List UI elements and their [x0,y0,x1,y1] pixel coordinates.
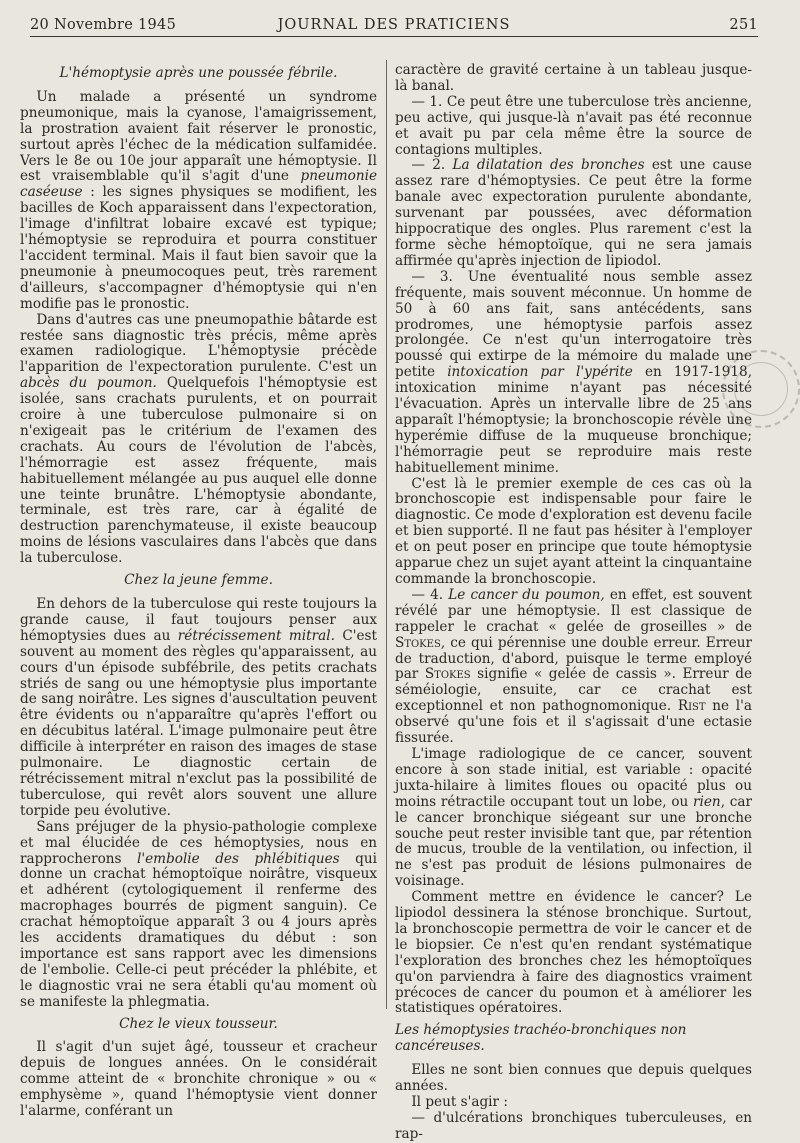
paragraph: — 3. Une éventualité nous semble assez fréquente, mais souvent méconnue. Un homme de 50 à 60 ans fait, sans antécédents, sans prodromes, une hémoptysie parfois assez prolongée. Ce n'est qu'un interrogatoire très poussé qui extirpe de la mémoire du malade une petite intoxication par l'ypérite en 1917-1918, intoxication minime n'ayant pas nécessité l'évacuation. Après un intervalle libre de 25 ans apparaît l'hémoptysie; la bronchoscopie révèle une hyperémie diffuse de la muqueuse bronchique; l'hémorragie peut se reproduire mais reste habituellement minime. [395,268,753,476]
paragraph: Un malade a présenté un syndrome pneumonique, mais la cyanose, l'amaigrissement, la prostration avaient fait réserver le pronostic, surtout après l'échec de la médication sulfamidée. Vers le 8e ou 10e jour apparaît une hémoptysie. Il est vraisemblable qu'il s'agit d'une pneumonie caséeuse : les signes physiques se modifient, les bacilles de Koch apparaissent dans l'expectoration, l'image d'infiltrat lobaire excavé est typique; l'hémoptysie se reproduira et pourra constituer l'accident terminal. Mais il faut bien savoir que la pneumonie à pneumocoques peut, très rarement d'ailleurs, s'accompagner d'hémoptysie qui n'en modifie pas le pronostic. [20,88,377,312]
paragraph: caractère de gravité certaine à un tableau jusque-là banal. [395,62,752,94]
column-divider [386,60,387,1009]
section-title-old-cougher: Chez le vieux tousseur. [119,1015,278,1032]
paragraph: L'image radiologique de ce cancer, souvent encore à son stade initial, est variable : opacité juxta-hilaire à limites floues ou opacité plus ou moins rétractile occupant tout un lobe, ou rien, car le cancer bronchique siégeant sur une bronche souche peut rester invisible tant que, par rétention de mucus, trouble de la ventilation, ou infection, il ne s'est pas produit de lésions pulmonaires de voisinage. [395,745,752,890]
page-header [30,14,758,37]
journal-title: JOURNAL DES PRATICIENS [277,17,511,33]
section-title-fever: L'hémoptysie après une poussée fébrile. [59,65,338,81]
paragraph: C'est là le premier exemple de ces cas où la bronchoscopie est indispensable pour faire le diagnostic. Ce mode d'exploration est devenu facile et bien supporté. Il ne faut pas hésiter à l'employer et on peut poser en principe que toute hémoptysie apparue chez un sujet ayant atteint la cinquantaine commande la bronchoscopie. [395,475,752,587]
section-title-non-cancerous: Les hémoptysies trachéo-bronchiques non cancéreuses. [395,1022,687,1055]
library-stamp [722,350,800,428]
issue-date: 20 Novembre 1945 [30,17,177,33]
paragraph: Il peut s'agir : [411,1094,508,1110]
paragraph: — 1. Ce peut être une tuberculose très ancienne, peu active, qui jusque-là n'avait pas été reconnue et avait pu par cela même être la source de contagions multiples. [395,93,752,158]
paragraph: — d'ulcérations bronchiques tuberculeuses, en rap- [395,1109,752,1142]
left-column [20,60,377,1120]
paragraph: Sans préjuger de la physio-pathologie complexe et mal élucidée de ces hémoptysies, nous en rapprocherons l'embolie des phlébitiques qui donne un crachat hémoptoïque noirâtre, visqueux et adhérent (cytologiquement il renferme des macrophages bourrés de pigment sanguin). Ce crachat hémoptoïque apparaît 3 ou 4 jours après les accidents dramatiques du début : son importance est sans rapport avec les dimensions de l'embolie. Celle-ci peut précéder la phlébite, et le diagnostic vrai ne sera établi qu'au moment où se manifeste la phlegmatia. [20,818,377,1010]
paragraph: Dans d'autres cas une pneumopathie bâtarde est restée sans diagnostic très précis, même après examen radiologique. L'hémoptysie précède l'apparition de l'expectoration purulente. C'est un abcès du poumon. Quelquefois l'hémoptysie est isolée, sans crachats purulents, et on pourrait croire à une tuberculose pulmonaire si on n'exigeait pas le critérium de l'examen des crachats. Au cours de l'évolution de l'abcès, l'hémorragie est assez fréquente, mais habituellement mélangée au pus auquel elle donne une teinte brunâtre. L'hémoptysie abondante, terminale, est très rare, car à égalité de destruction parenchymateuse, il existe beaucoup moins de lésions vasculaires dans l'abcès que dans la tuberculose. [20,311,377,567]
paragraph: — 4. Le cancer du poumon, en effet, est souvent révélé par une hémoptysie. Il est classique de rappeler le crachat « gelée de groseilles » de Stokes, ce qui pérennise une double erreur. Erreur de traduction, d'abord, puisque le terme employé par Stokes signifie « gelée de cassis ». Erreur de séméiologie, ensuite, car ce crachat est exceptionnel et non pathognomonique. Rist ne l'a observé qu'une fois et il s'agissait d'une ectasie fissurée. [395,586,752,747]
section-title-young-woman: Chez la jeune femme. [124,572,273,589]
page-number: 251 [729,17,758,33]
paragraph: Il s'agit d'un sujet âgé, tousseur et cracheur depuis de longues années. On le considérait comme atteint de « bronchite chronique » ou « emphysème », quand l'hémoptysie vient donner l'alarme, conférant un [20,1039,377,1120]
paragraph: — 2. La dilatation des bronches est une cause assez rare d'hémoptysies. Ce peut être la forme banale avec expectoration purulente abondante, survenant par poussées, avec déformation hippocratique des ongles. Plus rarement c'est la forme sèche hémoptoïque, qui ne sera jamais affirmée qu'après injection de lipiodol. [395,157,752,269]
right-column [395,62,753,1142]
paragraph: En dehors de la tuberculose qui reste toujours la grande cause, il faut toujours penser aux hémoptysies dues au rétrécissement mitral. C'est souvent au moment des règles qu'apparaissent, au cours d'un épisode subfébrile, des petits crachats striés de sang ou une hémoptysie plus importante de sang noirâtre. Les signes d'auscultation peuvent être évidents ou n'apparaître qu'après l'effort ou en décubitus latéral. L'image pulmonaire peut être difficile à interpréter en raison des images de stase pulmonaire. Le diagnostic certain de rétrécissement mitral n'exclut pas la possibilité de tuberculose, qui revêt alors souvent une allure torpide peu évolutive. [20,596,377,819]
paragraph: Comment mettre en évidence le cancer? Le lipiodol dessinera la sténose bronchique. Surtout, la bronchoscopie permettra de voir le cancer et de le biopsier. Ce n'est qu'en rendant systématique l'exploration des bronches chez les hémoptoïques qu'on parviendra à faire des diagnostics vraiment précoces de cancer du poumon et à améliorer les statistiques opératoires. [395,889,752,1017]
paragraph: Elles ne sont bien connues que depuis quelques années. [395,1062,752,1095]
